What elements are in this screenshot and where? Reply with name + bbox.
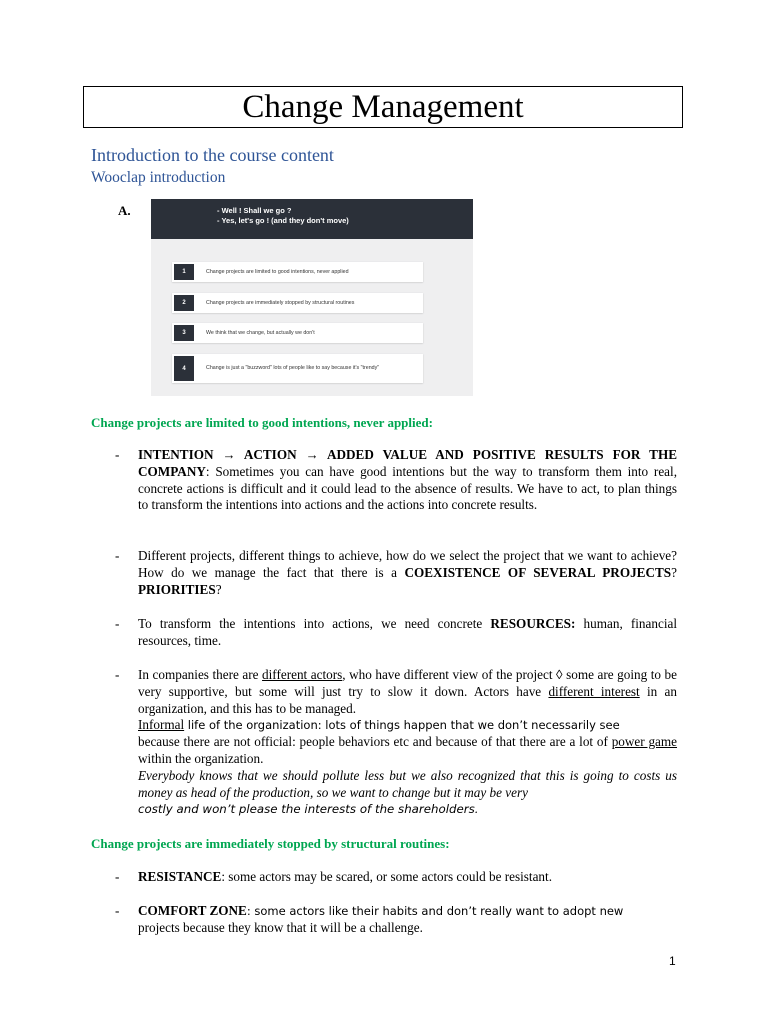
bullet-text: within the organization.	[138, 750, 264, 766]
prompt-line-2: - Yes, let's go ! (and they don't move)	[217, 216, 349, 225]
bullet-text: in an organization, and this has to be managed.	[138, 683, 677, 716]
bold-text: INTENTION → ACTION → ADDED VALUE AND POSITIVE RESULTS FOR THE COMPANY	[138, 447, 677, 479]
underlined-text: power game	[611, 734, 678, 750]
bullet-text: Different projects, different things to achieve, how do we select the project that we want to achieve? How do we manage the fact that there is a	[138, 548, 677, 580]
bullet-different-projects	[91, 548, 677, 598]
option-number: 1	[174, 264, 194, 280]
section-heading-structural-routines: Change projects are immediately stopped by structural routines:	[91, 836, 450, 851]
underlined-text: different interest	[548, 683, 640, 699]
bullet-text: To transform the intentions into actions, we need concrete	[138, 616, 491, 631]
wooclap-option-3	[172, 323, 423, 343]
bullet-text: : some actors like their habits and don’t really want to adopt new	[246, 904, 624, 918]
italic-example: Everybody knows that we should pollute less but we also recognized that this is going to costs us money as head of the production, so we want to change but it may be very	[138, 767, 677, 800]
bold-text: RESISTANCE	[138, 869, 222, 884]
underlined-text: different actors	[262, 667, 343, 682]
bullet-text: , who have different view of the project ◊ some are going to be very supportive, but some will just try to slow it down. Actors have	[138, 667, 677, 699]
option-text: Change is just a "buzzword" lots of people like to say because it's "trendy"	[206, 365, 380, 371]
bullet-text: because there are not official: people behaviors etc and because of that there are a lot of	[138, 734, 612, 750]
option-number: 2	[174, 295, 194, 311]
bullet-text: ?	[671, 564, 677, 580]
bullet-dash: -	[115, 447, 120, 462]
page-title: Change Management	[242, 88, 524, 125]
wooclap-option-4	[172, 354, 423, 383]
bullet-dash: -	[115, 667, 120, 682]
bullet-text: ?	[215, 581, 222, 597]
bullet-resistance	[91, 869, 677, 886]
bold-text: COEXISTENCE OF SEVERAL PROJECTS	[404, 564, 672, 580]
bold-text: RESOURCES:	[490, 616, 576, 631]
bullet-dash: -	[115, 869, 120, 884]
bullet-resources	[91, 616, 677, 650]
option-text: Change projects are immediately stopped by structural routines	[206, 299, 355, 306]
bullet-intention-action	[91, 447, 677, 514]
list-marker: A.	[118, 203, 131, 218]
option-text: Change projects are limited to good intentions, never applied	[206, 268, 349, 275]
page-number: 1	[669, 954, 676, 968]
bullet-different-actors	[91, 667, 677, 818]
wooclap-option-1	[172, 262, 423, 282]
bullet-dash: -	[115, 548, 120, 563]
heading-course-content: Introduction to the course content	[91, 145, 334, 165]
bold-text: COMFORT ZONE	[138, 903, 247, 918]
option-number: 3	[174, 325, 194, 341]
bullet-text: : some actors may be scared, or some actors could be resistant.	[221, 869, 552, 884]
title-box	[83, 86, 683, 128]
bullet-dash: -	[115, 903, 120, 918]
bold-text: PRIORITIES	[138, 581, 216, 597]
heading-wooclap: Wooclap introduction	[91, 169, 226, 186]
bullet-dash: -	[115, 616, 120, 631]
wooclap-screenshot	[151, 199, 473, 396]
wooclap-option-2	[172, 293, 423, 313]
option-text: We think that we change, but actually we don't	[206, 329, 315, 336]
prompt-line-1: - Well ! Shall we go ?	[217, 206, 292, 215]
bullet-text: projects because they know that it will be a challenge.	[138, 919, 423, 935]
bullet-text: In companies there are	[138, 667, 263, 682]
bullet-text: human, financial resources, time.	[138, 616, 678, 648]
wooclap-prompt	[151, 199, 473, 239]
underlined-text: Informal	[138, 717, 185, 733]
bullet-comfort-zone	[91, 903, 677, 937]
bullet-text: : Sometimes you can have good intentions but the way to transform them into real, concrete actions is difficult and it could lead to the absence of results. We have to act, to plan things to transform the intentions into actions and the actions into concrete results.	[138, 463, 677, 513]
italic-example-end: costly and won’t please the interests of the shareholders.	[138, 802, 479, 817]
bullet-text: life of the organization: lots of things happen that we don’t necessarily see	[184, 718, 620, 733]
option-number: 4	[174, 356, 194, 381]
section-heading-good-intentions: Change projects are limited to good intentions, never applied:	[91, 415, 433, 430]
